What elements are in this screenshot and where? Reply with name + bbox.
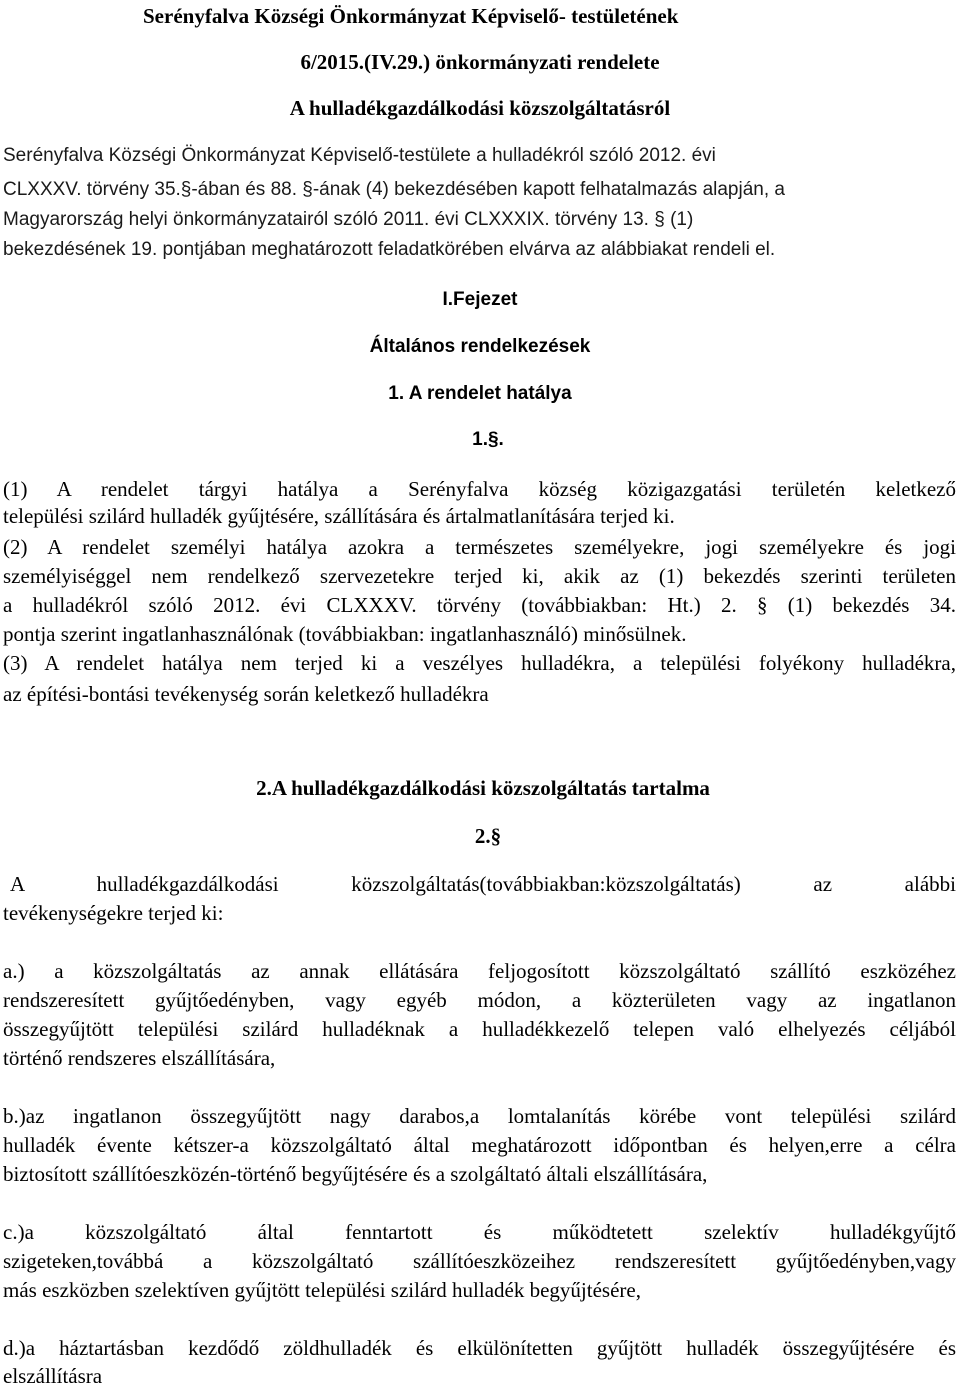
item-a-line-1: a.) a közszolgáltatás az annak ellátására feljogosított közszolgáltató szállító eszközéhez [3,959,956,983]
preamble-line-4: bekezdésének 19. pontjában meghatározott feladatkörében elvárva az alábbiakat rendeli el. [3,239,776,260]
chapter-heading: I.Fejezet [442,289,518,310]
item-c-line-1: c.)a közszolgáltató által fenntartott és működtetett szelektív hulladékgyűjtő [3,1220,956,1244]
item-b-line-3: biztosított szállítóeszközén-történő begyűjtésére és a szolgáltató általi elszállítására, [3,1162,708,1186]
title-line-3: A hulladékgazdálkodási közszolgáltatásról [289,96,671,120]
section1-line-3: (2) A rendelet személyi hatálya azokra a természetes személyekre, jogi személyekre és jogi [3,535,956,559]
section2-intro-line-2: tevékenységekre terjed ki: [3,901,224,925]
item-a-line-4: történő rendszeres elszállítására, [3,1046,276,1070]
item-d-line-1: d.)a háztartásban kezdődő zöldhulladék és elkülönítetten gyűjtött hulladék összegyűjtésére és [3,1336,956,1360]
section1-line-2: települési szilárd hulladék gyűjtésére, szállítására és ártalmatlanítására terjed ki. [3,504,675,528]
section2-title: 2.A hulladékgazdálkodási közszolgáltatás tartalma [256,776,710,800]
item-c-line-3: más eszközben szelektíven gyűjtött települési szilárd hulladék begyűjtésére, [3,1278,641,1302]
item-a-line-2: rendszeresített gyűjtőedényben, vagy egyéb módon, a közterületen vagy az ingatlanon [3,988,956,1012]
section1-title: 1. A rendelet hatálya [388,383,572,404]
preamble-line-2: CLXXXV. törvény 35.§-ában és 88. §-ának (4) bekezdésében kapott felhatalmazás alapján, a [3,179,785,200]
item-b-line-2: hulladék évente kétszer-a közszolgáltató által meghatározott időpontban és helyen,erre a célra [3,1133,956,1157]
section1-line-8: az építési-bontási tevékenység során keletkező hulladékra [3,682,489,706]
item-a-line-3: összegyűjtött települési szilárd hulladéknak a hulladékkezelő telepen való elhelyezés céljából [3,1017,956,1041]
section1-mark: 1.§. [472,429,504,450]
section1-line-5: a hulladékról szóló 2012. évi CLXXXV. törvény (továbbiakban: Ht.) 2. § (1) bekezdés 34. [3,593,956,617]
section2-intro-line-1: A hulladékgazdálkodási közszolgáltatás(továbbiakban:közszolgáltatás) az alábbi [10,872,956,896]
section1-line-7: (3) A rendelet hatálya nem terjed ki a veszélyes hulladékra, a települési folyékony hulladékra, [3,651,956,675]
section1-line-4: személyiséggel nem rendelkező szervezetekre terjed ki, akik az (1) bekezdés szerinti területen [3,564,956,588]
item-c-line-2: szigeteken,továbbá a közszolgáltató szállítóeszközeihez rendszeresített gyűjtőedényben,vagy [3,1249,956,1273]
section1-line-1: (1) A rendelet tárgyi hatálya a Serényfalva község közigazgatási területén keletkező [3,477,956,501]
preamble-line-1: Serényfalva Községi Önkormányzat Képviselő-testülete a hulladékról szóló 2012. évi [3,145,716,166]
preamble-line-3: Magyarország helyi önkormányzatairól szóló 2011. évi CLXXXIX. törvény 13. § (1) [3,209,694,230]
section2-mark: 2.§ [474,824,502,848]
title-line-2: 6/2015.(IV.29.) önkormányzati rendelete [300,50,660,74]
chapter-title: Általános rendelkezések [369,336,591,357]
title-line-1: Serényfalva Községi Önkormányzat Képviselő- testületének [143,4,679,28]
item-b-line-1: b.)az ingatlanon összegyűjtött nagy darabos,a lomtalanítás körébe vont települési szilárd [3,1104,956,1128]
item-d-line-2: elszállításra [3,1364,103,1388]
section1-line-6: pontja szerint ingatlanhasználónak (továbbiakban: ingatlanhasználó) minősülnek. [3,622,687,646]
